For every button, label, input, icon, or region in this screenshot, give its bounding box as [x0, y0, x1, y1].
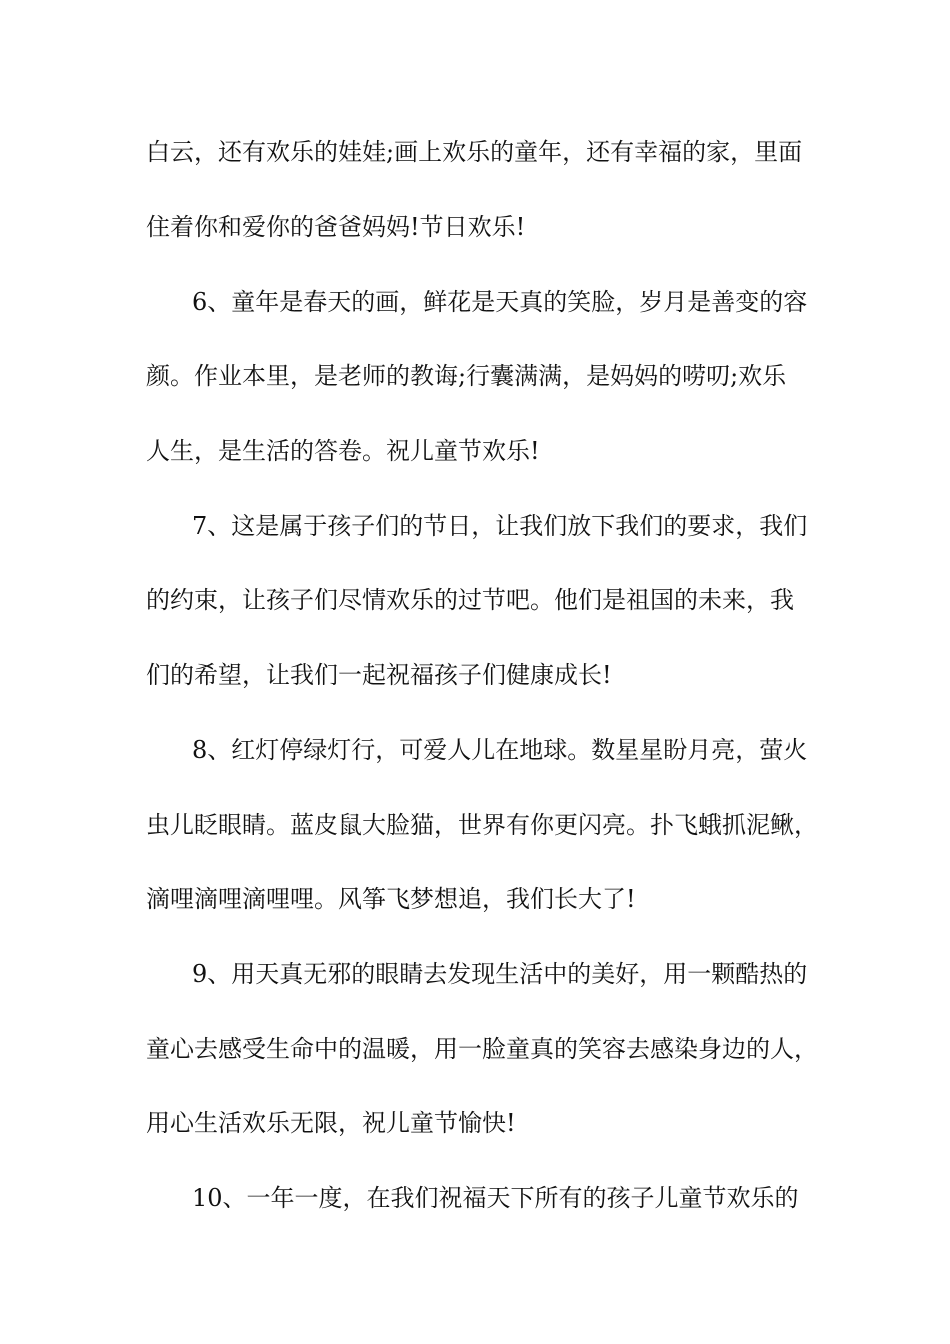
paragraph-8-start: 8、红灯停绿灯行，可爱人儿在地球。数星星盼月亮，萤火 [192, 736, 808, 764]
text-line: 童心去感受生命中的温暖，用一脸童真的笑容去感染身边的人， [146, 1035, 818, 1063]
paragraph-6-start: 6、童年是春天的画，鲜花是天真的笑脸，岁月是善变的容 [192, 288, 808, 316]
text-line: 虫儿眨眼睛。蓝皮鼠大脸猫，世界有你更闪亮。扑飞蛾抓泥鳅， [146, 811, 818, 839]
text-line: 颜。作业本里，是老师的教诲;行囊满满，是妈妈的唠叨;欢乐 [146, 362, 787, 390]
paragraph-10-start: 10、一年一度，在我们祝福天下所有的孩子儿童节欢乐的 [192, 1184, 799, 1212]
text-line: 住着你和爱你的爸爸妈妈!节日欢乐! [146, 213, 526, 241]
paragraph-7-start: 7、这是属于孩子们的节日，让我们放下我们的要求，我们 [192, 512, 808, 540]
text-line: 白云，还有欢乐的娃娃;画上欢乐的童年，还有幸福的家，里面 [146, 138, 803, 166]
paragraph-9-start: 9、用天真无邪的眼睛去发现生活中的美好，用一颗酷热的 [192, 960, 808, 988]
text-line: 的约束，让孩子们尽情欢乐的过节吧。他们是祖国的未来，我 [146, 586, 794, 614]
text-line: 们的希望，让我们一起祝福孩子们健康成长! [146, 661, 612, 689]
text-line: 滴哩滴哩滴哩哩。风筝飞梦想追，我们长大了! [146, 885, 636, 913]
text-line: 人生，是生活的答卷。祝儿童节欢乐! [146, 437, 540, 465]
text-line: 用心生活欢乐无限，祝儿童节愉快! [146, 1109, 516, 1137]
